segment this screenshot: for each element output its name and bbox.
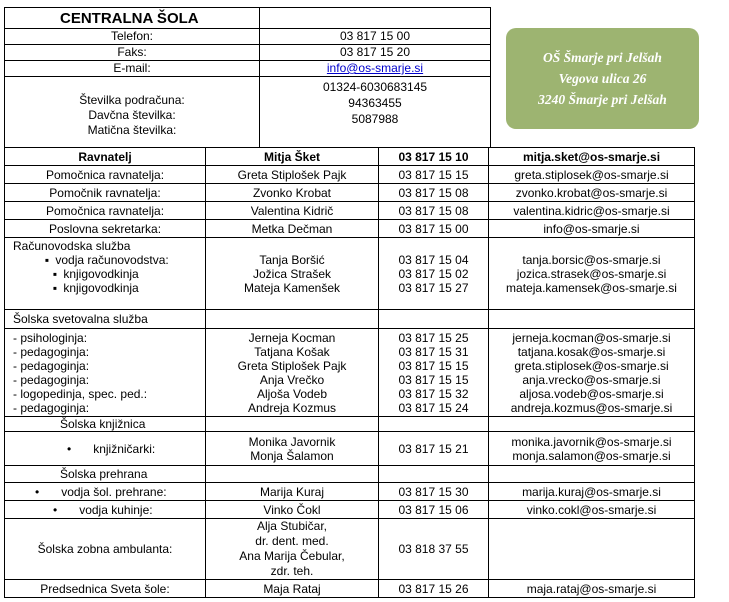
cell-role: Pomočnik ravnatelja: — [5, 184, 206, 202]
address-line-1: OŠ Šmarje pri Jelšah — [543, 50, 662, 65]
cell-email: mitja.sket@os-smarje.si — [489, 148, 695, 166]
table-row — [5, 519, 695, 580]
table-row — [5, 432, 695, 466]
title-empty-cell — [260, 8, 491, 29]
bullet-icon: ▪ — [52, 267, 58, 281]
cell-role: Ravnatelj — [5, 148, 206, 166]
table-row — [5, 310, 695, 329]
table-row — [5, 238, 695, 310]
cell-phone: 03 817 15 00 — [379, 220, 489, 238]
cell-phone: 03 817 15 06 — [379, 501, 489, 519]
list-item — [8, 281, 202, 295]
cell-phone: 03 817 15 15 — [379, 166, 489, 184]
empty-cell — [489, 466, 695, 483]
staff-table — [4, 147, 695, 598]
empty-cell — [206, 310, 379, 329]
table-row — [5, 220, 695, 238]
cell-phone: 03 817 15 21 — [379, 432, 489, 466]
cell-name: Valentina Kidrič — [206, 202, 379, 220]
cell-role — [5, 432, 206, 466]
cell-emails: jerneja.kocman@os-smarje.si tatjana.kosak@os-smarje.si greta.stiplosek@os-smarje.si anja.vrecko@os-smarje.si aljosa.vodeb@os-smarje.si andreja.kozmus@os-smarje.si — [489, 329, 695, 417]
cell-role: Poslovna sekretarka: — [5, 220, 206, 238]
bullet-icon: • — [53, 502, 58, 517]
role-label: knjigovodkinja — [63, 281, 139, 295]
nutrition-title: Šolska prehrana — [5, 466, 206, 483]
empty-cell — [379, 417, 489, 432]
address-box — [506, 28, 699, 129]
cell-name: Metka Dečman — [206, 220, 379, 238]
table-row — [5, 501, 695, 519]
cell-role: Pomočnica ravnatelja: — [5, 166, 206, 184]
counseling-title: Šolska svetovalna služba — [5, 310, 206, 329]
cell-names: Jerneja Kocman Tatjana Košak Greta Stiplošek Pajk Anja Vrečko Aljoša Vodeb Andreja Kozmus — [206, 329, 379, 417]
empty-cell — [379, 310, 489, 329]
fax-value: 03 817 15 20 — [260, 45, 491, 61]
empty-cell — [379, 466, 489, 483]
cell-names: Monika Javornik Monja Šalamon — [206, 432, 379, 466]
empty-cell — [489, 417, 695, 432]
table-row — [5, 166, 695, 184]
empty-cell — [489, 519, 695, 580]
table-row — [5, 148, 695, 166]
cell-role: Pomočnica ravnatelja: — [5, 202, 206, 220]
cell-emails: tanja.borsic@os-smarje.si jozica.strasek@os-smarje.si mateja.kamensek@os-smarje.si — [489, 238, 695, 310]
cell-name: Maja Rataj — [206, 580, 379, 598]
table-row — [5, 202, 695, 220]
cell-phone: 03 817 15 08 — [379, 202, 489, 220]
list-item — [8, 267, 202, 281]
cell-role — [5, 501, 206, 519]
accounting-title: Računovodska služba — [13, 239, 131, 253]
empty-cell — [206, 466, 379, 483]
cell-phone: 03 817 15 10 — [379, 148, 489, 166]
cell-email: vinko.cokl@os-smarje.si — [489, 501, 695, 519]
empty-cell — [489, 310, 695, 329]
cell-name: Zvonko Krobat — [206, 184, 379, 202]
school-title: CENTRALNA ŠOLA — [5, 8, 260, 29]
bullet-icon: ▪ — [52, 281, 58, 295]
empty-cell — [206, 417, 379, 432]
table-row — [5, 329, 695, 417]
cell-names: Alja Stubičar, dr. dent. med. Ana Marija Čebular, zdr. teh. — [206, 519, 379, 580]
cell-emails: monika.javornik@os-smarje.si monja.salamon@os-smarje.si — [489, 432, 695, 466]
cell-email: greta.stiplosek@os-smarje.si — [489, 166, 695, 184]
phone-label: Telefon: — [5, 29, 260, 45]
ids-labels: Številka podračuna: Davčna številka: Matična številka: — [5, 77, 260, 148]
cell-name: Vinko Čokl — [206, 501, 379, 519]
address-line-2: Vegova ulica 26 — [558, 71, 647, 86]
role-label: knjigovodkinja — [63, 267, 139, 281]
cell-phone: 03 818 37 55 — [379, 519, 489, 580]
email-link[interactable]: info@os-smarje.si — [326, 61, 424, 75]
role-label: vodja kuhinje: — [79, 502, 153, 517]
role-label: vodja računovodstva: — [55, 253, 169, 267]
table-row — [5, 483, 695, 501]
school-info-table — [4, 7, 491, 148]
cell-role — [5, 483, 206, 501]
list-item — [8, 253, 202, 267]
role-label: vodja šol. prehrane: — [61, 484, 167, 499]
table-row — [5, 466, 695, 483]
cell-role: Šolska zobna ambulanta: — [5, 519, 206, 580]
cell-email: maja.rataj@os-smarje.si — [489, 580, 695, 598]
cell-role: Predsednica Sveta šole: — [5, 580, 206, 598]
table-row — [5, 580, 695, 598]
bullet-icon: ▪ — [44, 253, 50, 267]
email-label: E-mail: — [5, 61, 260, 77]
cell-phone: 03 817 15 08 — [379, 184, 489, 202]
fax-label: Faks: — [5, 45, 260, 61]
cell-email: valentina.kidric@os-smarje.si — [489, 202, 695, 220]
cell-name: Mitja Šket — [206, 148, 379, 166]
address-line-3: 3240 Šmarje pri Jelšah — [538, 92, 667, 107]
library-title: Šolska knjižnica — [5, 417, 206, 432]
cell-email: zvonko.krobat@os-smarje.si — [489, 184, 695, 202]
table-row — [5, 184, 695, 202]
cell-name: Greta Stiplošek Pajk — [206, 166, 379, 184]
table-row — [5, 417, 695, 432]
cell-phone: 03 817 15 30 — [379, 483, 489, 501]
cell-phone: 03 817 15 26 — [379, 580, 489, 598]
phone-value: 03 817 15 00 — [260, 29, 491, 45]
cell-roles: - psihologinja: - pedagoginja: - pedagoginja: - pedagoginja: - logopedinja, spec. ped.: - pedagoginja: — [5, 329, 206, 417]
cell-email: marija.kuraj@os-smarje.si — [489, 483, 695, 501]
ids-values: 01324-6030683145 94363455 5087988 — [260, 77, 491, 148]
accounting-section — [5, 238, 206, 310]
role-label: knjižničarki: — [93, 441, 156, 456]
cell-phones: 03 817 15 04 03 817 15 02 03 817 15 27 — [379, 238, 489, 310]
cell-name: Marija Kuraj — [206, 483, 379, 501]
cell-names: Tanja Boršić Jožica Strašek Mateja Kamenšek — [206, 238, 379, 310]
bullet-icon: • — [67, 441, 72, 456]
cell-email: info@os-smarje.si — [489, 220, 695, 238]
bullet-icon: • — [35, 484, 40, 499]
cell-phones: 03 817 15 25 03 817 15 31 03 817 15 15 03 817 15 15 03 817 15 32 03 817 15 24 — [379, 329, 489, 417]
